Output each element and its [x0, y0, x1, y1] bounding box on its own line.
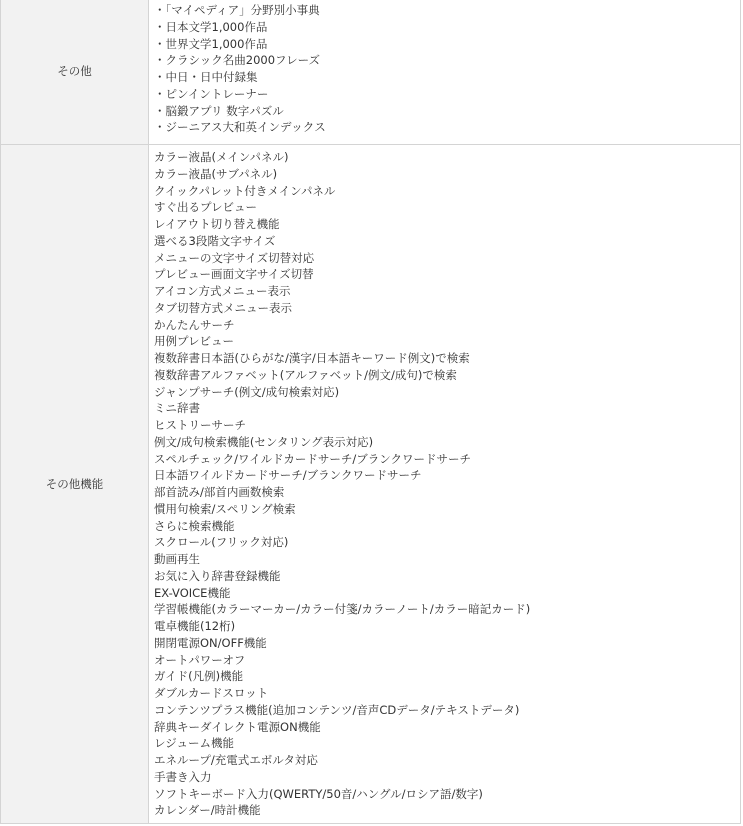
row-value-other-features — [149, 145, 741, 824]
list-item: ・ ジーニアス大和英インデックス — [154, 119, 740, 136]
list-item: 辞典キーダイレクト電源ON機能 — [154, 719, 321, 734]
row-label-other-features: その他機能 — [1, 145, 149, 824]
list-item: 複数辞書日本語(ひらがな/漢字/日本語キーワード例文)で検索 — [154, 351, 470, 365]
list-item: オートパワーオフ — [154, 652, 246, 667]
list-item: カレンダー/時計機能 — [154, 803, 261, 818]
list-item: ・ 「マイペディア」分野別小事典 — [154, 2, 740, 19]
list-item: 慣用句検索/スペリング検索 — [154, 501, 296, 516]
list-item: 動画再生 — [154, 552, 200, 566]
list-item: 複数辞書アルファベット(アルファベット/例文/成句)で検索 — [154, 367, 457, 382]
list-item: プレビュー画面文字サイズ切替 — [154, 267, 314, 282]
list-item: ソフトキーボード入力(QWERTY/50音/ハングル/ロシア語/数字) — [154, 786, 483, 801]
list-item: カラー液晶(サブパネル) — [154, 166, 278, 181]
list-item: コンテンツプラス機能(追加コンテンツ/音声CDデータ/テキストデータ) — [154, 702, 520, 717]
row-label-other: その他 — [1, 0, 149, 145]
list-item: 用例プレビュー — [154, 334, 235, 349]
list-item: ・ 日本文学1,000作品 — [154, 19, 740, 36]
list-item: カラー液晶(メインパネル) — [154, 150, 289, 164]
list-item: ガイド(凡例)機能 — [154, 669, 244, 684]
list-item: ・ ピンイントレーナー — [154, 86, 740, 103]
list-item: さらに検索機能 — [154, 518, 235, 533]
list-item: 電卓機能(12桁) — [154, 619, 236, 633]
list-item: ・ 世界文学1,000作品 — [154, 36, 740, 53]
list-item: かんたんサーチ — [154, 317, 235, 332]
list-item: お気に入り辞書登録機能 — [154, 568, 281, 583]
content-list — [154, 2, 740, 136]
list-item: タブ切替方式メニュー表示 — [154, 300, 292, 315]
list-item: 開閉電源ON/OFF機能 — [154, 635, 267, 650]
spec-row-other-features — [1, 145, 741, 824]
list-item: 学習帳機能(カラーマーカー/カラー付箋/カラーノート/カラー暗記カード) — [154, 602, 531, 617]
spec-row-other — [1, 0, 741, 145]
list-item: すぐ出るプレビュー — [154, 200, 258, 215]
list-item: ジャンプサーチ(例文/成句検索対応) — [154, 384, 340, 399]
list-item: ミニ辞書 — [154, 401, 200, 416]
list-item: クイックパレット付きメインパネル — [154, 183, 336, 198]
list-item: スペルチェック/ワイルドカードサーチ/ブランクワードサーチ — [154, 451, 471, 466]
list-item: ・ 脳鍛アプリ 数字パズル — [154, 103, 740, 120]
list-item: スクロール(フリック対応) — [154, 535, 289, 550]
list-item: メニューの文字サイズ切替対応 — [154, 250, 315, 265]
list-item: レイアウト切り替え機能 — [154, 217, 280, 231]
list-item: 日本語ワイルドカードサーチ/ブランクワードサーチ — [154, 468, 422, 483]
list-item: アイコン方式メニュー表示 — [154, 284, 291, 298]
list-item: EX-VOICE機能 — [154, 585, 231, 600]
row-value-other — [149, 0, 741, 145]
list-item: ヒストリーサーチ — [154, 418, 246, 432]
list-item: 選べる3段階文字サイズ — [154, 233, 276, 248]
list-item: ダブルカードスロット — [154, 686, 269, 700]
list-item: 手書き入力 — [154, 769, 212, 784]
list-item: ・ クラシック名曲2000フレーズ — [154, 52, 740, 69]
list-item: ・ 中日・日中付録集 — [154, 69, 740, 86]
feature-list — [154, 149, 740, 819]
list-item: レジューム機能 — [154, 736, 234, 751]
list-item: エネループ/充電式エボルタ対応 — [154, 753, 318, 767]
list-item: 例文/成句検索機能(センタリング表示対応) — [154, 434, 374, 449]
list-item: 部首読み/部首内画数検索 — [154, 485, 285, 499]
